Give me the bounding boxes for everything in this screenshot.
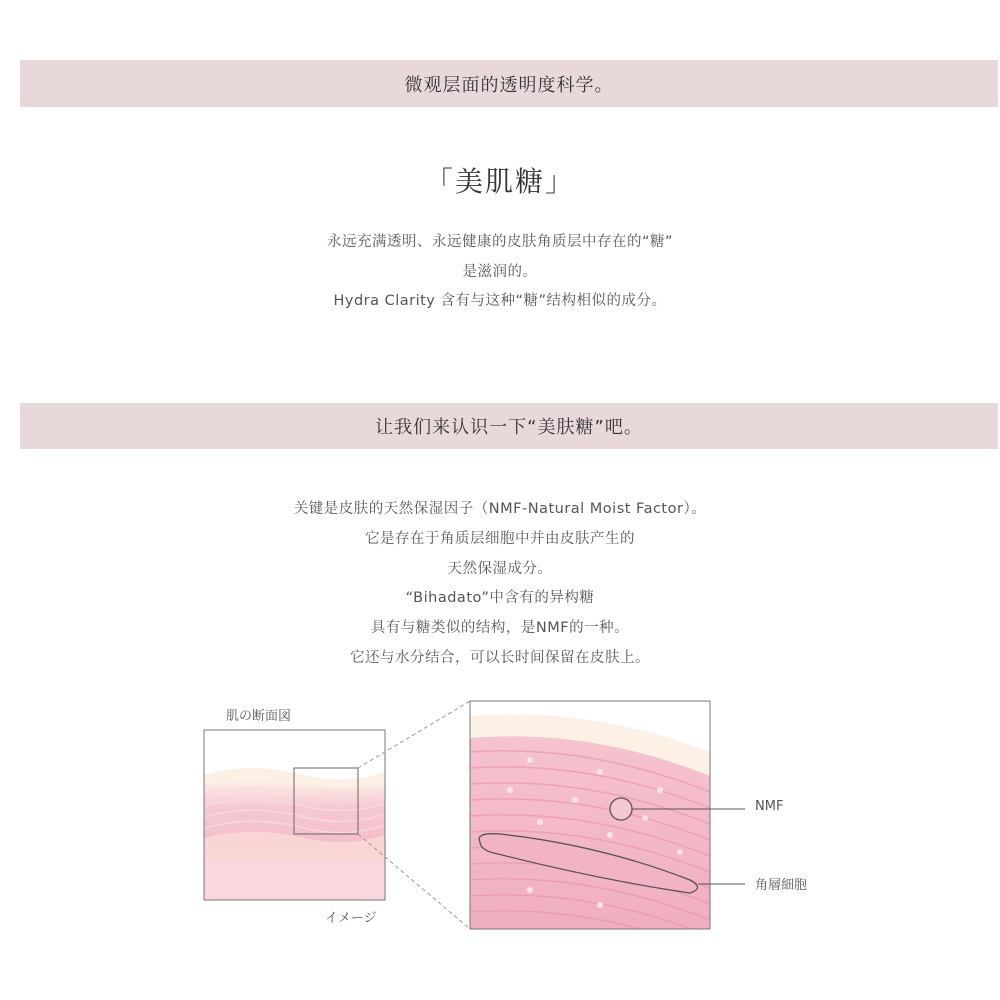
diagram-caption: 肌の断面図: [226, 709, 292, 724]
paragraph-line: Hydra Clarity 含有与这种“糖”结构相似的成分。: [333, 293, 667, 309]
paragraph-line: 是滋润的。: [462, 263, 538, 280]
section-heading: 让我们来认识一下“美肤糖”吧。: [375, 417, 643, 438]
nmf-marker: [610, 798, 632, 820]
page-title: 「美肌糖」: [424, 165, 575, 198]
paragraph-line: “Bihadato”中含有的异构糖: [405, 590, 595, 607]
image-note: イメージ: [325, 911, 377, 926]
skin-magnified-image: [470, 701, 710, 952]
nmf-label: NMF: [755, 799, 784, 814]
paragraph-line: 永远充满透明、永远健康的皮肤角质层中存在的“糖”: [326, 234, 674, 250]
paragraph-line: 它是存在于角质层细胞中并由皮肤产生的: [365, 530, 635, 547]
paragraph-line: 关键是皮肤的天然保湿因子（NMF-Natural Moist Factor）。: [293, 501, 707, 517]
paragraph-line: 天然保湿成分。: [447, 560, 553, 577]
section-heading: 微观层面的透明度科学。: [404, 74, 614, 96]
corneocyte-label: 角層細胞: [755, 878, 808, 893]
paragraph-line: 它还与水分结合，可以长时间保留在皮肤上。: [350, 649, 650, 666]
paragraph-line: 具有与糖类似的结构，是NMF的一种。: [370, 620, 630, 637]
